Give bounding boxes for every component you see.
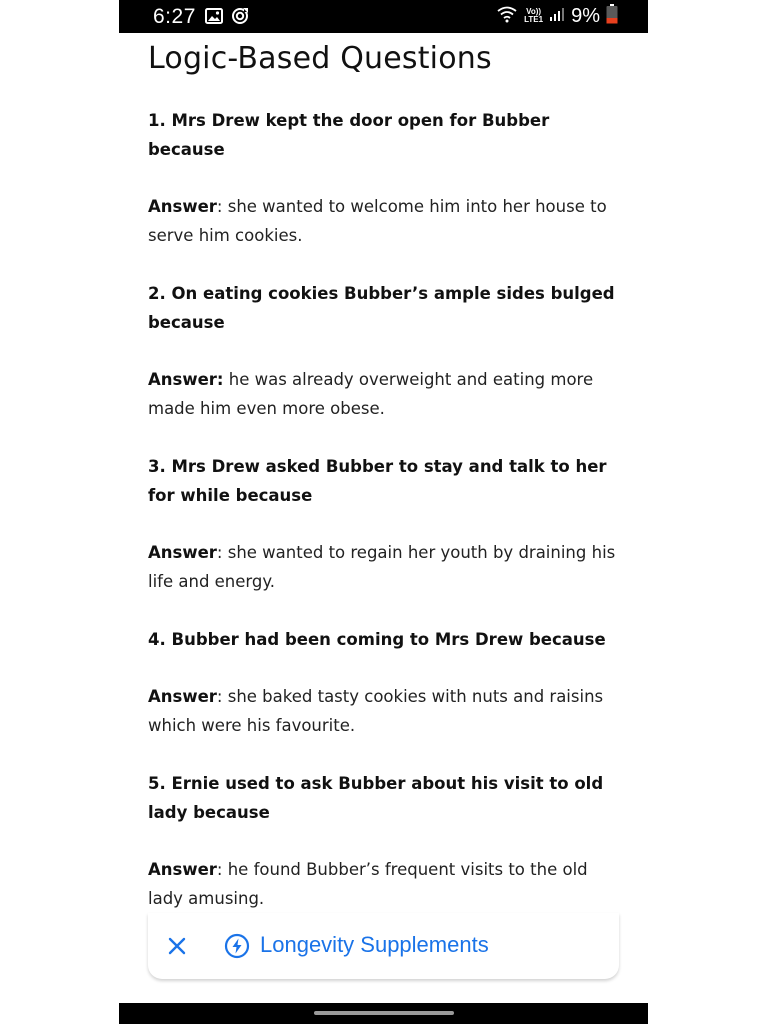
qa-item [148, 625, 623, 740]
answer-text [148, 192, 623, 250]
answer-body: : he found Bubber’s frequent visits to the old lady amusing. [148, 860, 588, 908]
volte-label: Vo)) [526, 7, 542, 16]
qa-item [148, 452, 623, 596]
phone-screen [119, 0, 648, 1024]
question-text: 2. On eating cookies Bubber’s ample sides bulged because [148, 284, 615, 332]
sync-icon [231, 7, 249, 29]
answer-label: Answer [148, 687, 217, 706]
answer-label: Answer [148, 543, 217, 562]
answer-label: Answer [148, 860, 217, 879]
answer-body: : she wanted to welcome him into her house to serve him cookies. [148, 197, 607, 245]
question-text: 1. Mrs Drew kept the door open for Bubber because [148, 111, 550, 159]
battery-percent: 9% [571, 4, 600, 27]
article-content [148, 33, 623, 942]
answer-label: Answer: [148, 370, 224, 389]
lte-label: LTE1 [524, 15, 544, 24]
answer-text [148, 855, 623, 913]
battery-icon [606, 4, 618, 28]
status-right [496, 4, 618, 28]
answer-text [148, 682, 623, 740]
ad-banner[interactable] [148, 913, 619, 979]
page-title: Logic-Based Questions [148, 41, 492, 76]
qa-item [148, 769, 623, 913]
qa-item [148, 279, 623, 423]
answer-label: Answer [148, 197, 217, 216]
status-bar [119, 0, 648, 33]
qa-list [148, 106, 623, 913]
gallery-icon [205, 8, 223, 28]
signal-icon [549, 6, 565, 26]
home-indicator[interactable] [314, 1011, 454, 1015]
question-text: 3. Mrs Drew asked Bubber to stay and talk to her for while because [148, 457, 607, 505]
wifi-icon [496, 5, 518, 27]
close-icon[interactable] [164, 931, 190, 961]
answer-text [148, 365, 623, 423]
lightning-icon [224, 933, 250, 959]
qa-item [148, 106, 623, 250]
question-text: 5. Ernie used to ask Bubber about his visit to old lady because [148, 774, 604, 822]
ad-link[interactable]: Longevity Supplements [260, 932, 489, 957]
answer-body: : she baked tasty cookies with nuts and raisins which were his favourite. [148, 687, 604, 735]
navigation-bar [119, 1003, 648, 1024]
lte-indicator [524, 8, 543, 24]
notification-icons [205, 7, 249, 29]
answer-body: he was already overweight and eating more made him even more obese. [148, 370, 594, 418]
status-time: 6:27 [153, 5, 196, 28]
answer-body: : she wanted to regain her youth by draining his life and energy. [148, 543, 616, 591]
answer-text [148, 538, 623, 596]
question-text: 4. Bubber had been coming to Mrs Drew because [148, 630, 606, 649]
